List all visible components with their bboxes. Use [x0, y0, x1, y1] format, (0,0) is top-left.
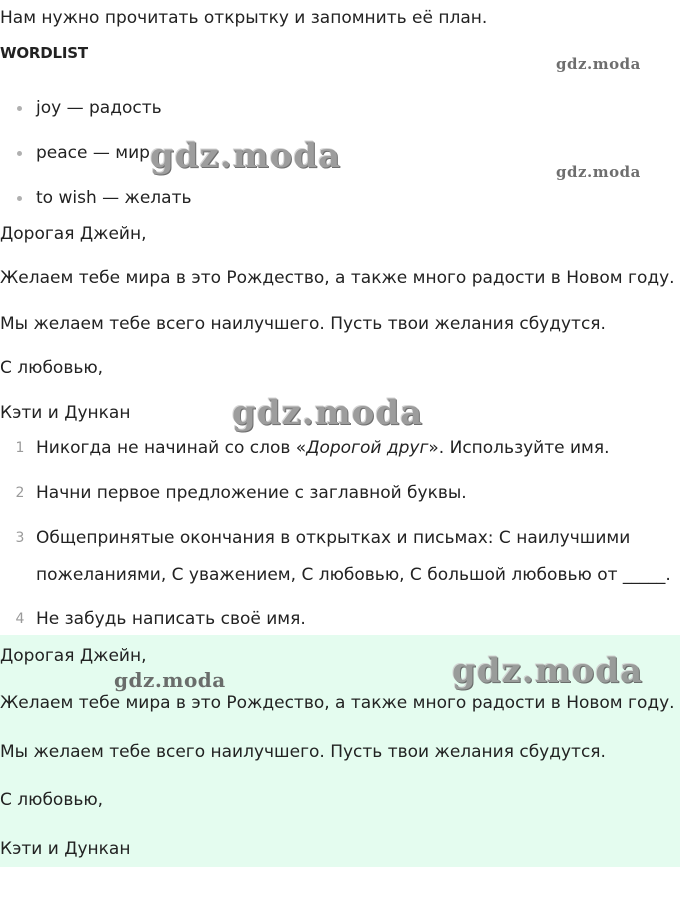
- postcard-line: Мы желаем тебе всего наилучшего. Пусть твои желания сбудутся.: [0, 314, 606, 334]
- watermark-logo: gdz.moda: [232, 393, 424, 433]
- answer-line: Желаем тебе мира в это Рождество, а также много радости в Новом году.: [0, 693, 675, 713]
- tip-text: Общепринятые окончания в открытках и письмах: С наилучшими: [36, 528, 631, 548]
- tip-text-part: Никогда не начинай со слов «: [36, 438, 307, 458]
- watermark-logo: gdz.moda: [452, 651, 644, 691]
- postcard-greeting: Дорогая Джейн,: [0, 224, 147, 244]
- tip-text: [36, 437, 609, 459]
- postcard-signature: Кэти и Дункан: [0, 403, 131, 423]
- tip-text-italic: Дорогой друг: [306, 438, 429, 458]
- answer-closing: С любовью,: [0, 790, 104, 810]
- watermark-logo: gdz.moda: [150, 136, 342, 176]
- tip-number: 1: [15, 440, 25, 456]
- watermark-logo: gdz.moda: [556, 55, 641, 73]
- bullet-icon: [17, 196, 22, 201]
- watermark-logo: gdz.moda: [114, 668, 226, 692]
- postcard-closing: С любовью,: [0, 358, 104, 378]
- wordlist-item: to wish — желать: [36, 188, 192, 208]
- wordlist-heading: WORDLIST: [0, 44, 88, 62]
- tip-text: Начни первое предложение с заглавной буквы.: [36, 483, 467, 503]
- postcard-line: Желаем тебе мира в это Рождество, а также много радости в Новом году.: [0, 268, 675, 288]
- watermark-logo: gdz.moda: [556, 163, 641, 181]
- tip-text-part: ». Используйте имя.: [428, 438, 610, 458]
- answer-greeting: Дорогая Джейн,: [0, 646, 147, 666]
- wordlist-item: peace — мир: [36, 143, 150, 163]
- tip-text: пожеланиями, С уважением, С любовью, С большой любовью от _____.: [36, 565, 671, 585]
- tip-number: 3: [15, 530, 25, 546]
- answer-signature: Кэти и Дункан: [0, 839, 131, 859]
- tip-number: 2: [15, 485, 25, 501]
- answer-line: Мы желаем тебе всего наилучшего. Пусть твои желания сбудутся.: [0, 742, 606, 762]
- wordlist-item: joy — радость: [36, 98, 162, 118]
- bullet-icon: [17, 106, 22, 111]
- intro-text: Нам нужно прочитать открытку и запомнить её план.: [0, 8, 488, 28]
- tip-number: 4: [15, 611, 25, 627]
- tip-text: Не забудь написать своё имя.: [36, 609, 306, 629]
- bullet-icon: [17, 151, 22, 156]
